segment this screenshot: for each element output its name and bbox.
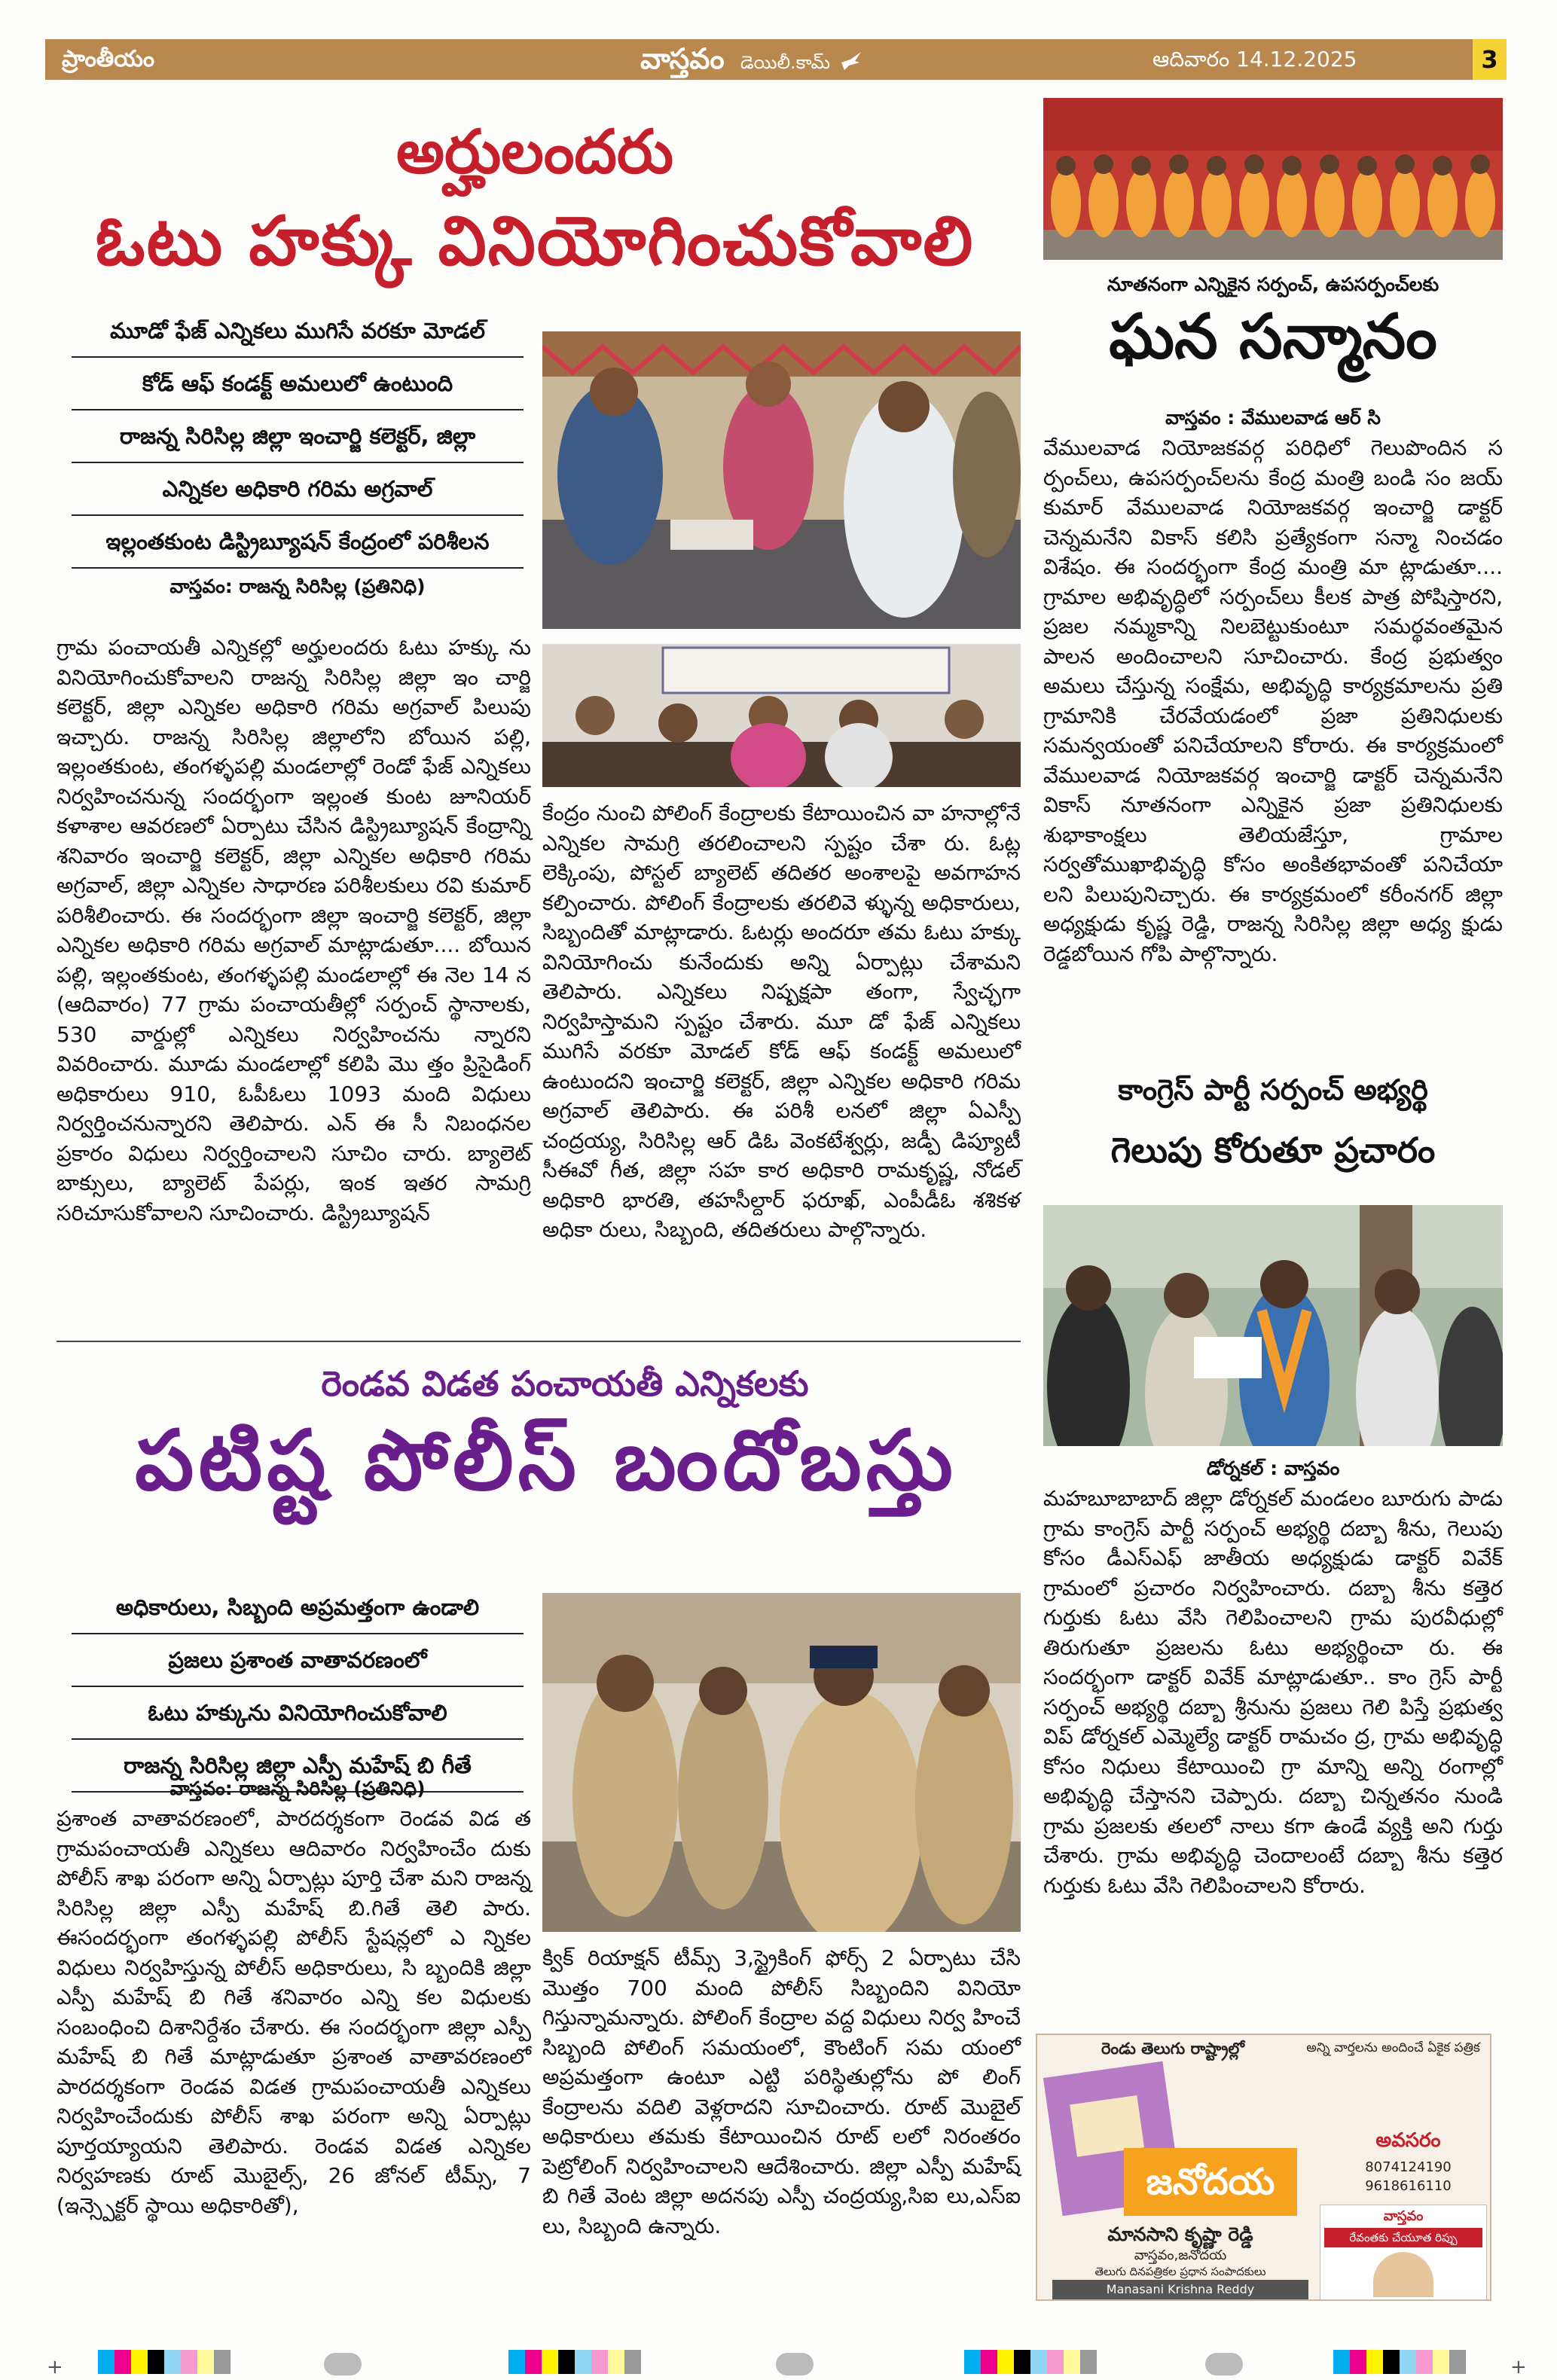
color-bar-1 (98, 2350, 230, 2374)
ad-paper-name: జనోదయ (1124, 2148, 1297, 2216)
story3-kicker: నూతనంగా ఎన్నికైన సర్పంచ్, ఉపసర్పంచ్‌లకు (1107, 273, 1439, 295)
advertisement-janodaya (1036, 2034, 1491, 2301)
story4-byline: డోర్నకల్ : వాస్తవం (1206, 1457, 1340, 1479)
story2-subhead: రెండవ విడత పంచాయతీ ఎన్నికలకు (321, 1363, 809, 1404)
story2-byline: వాస్తవం: రాజన్న సిరిసిల్ల (ప్రతినిధి) (169, 1777, 426, 1799)
issue-date: ఆదివారం 14.12.2025 (1152, 47, 1357, 72)
ad-needed: అవసరం (1375, 2129, 1441, 2152)
masthead (640, 42, 862, 83)
section-label: ప్రాంతీయం (62, 46, 155, 72)
story1-column2 (542, 798, 1021, 1245)
story2-deck-line: ప్రజలు ప్రశాంత వాతావరణంలో (72, 1634, 524, 1687)
story1-deck-line: ఇల్లంతకుంట డిస్ట్రిబ్యూషన్ కేంద్రంలో పరిశీలన (72, 516, 524, 569)
ad-right-name: రేవంతకు చేయూత రిప్పు (1324, 2228, 1482, 2247)
story3-photo-felicitation (1043, 98, 1503, 260)
color-bar-3 (964, 2350, 1097, 2374)
registration-dot-icon (324, 2353, 362, 2375)
story2-photo-police-briefing (542, 1593, 1021, 1932)
page-number: 3 (1473, 39, 1507, 80)
ad-right-panel (1320, 2205, 1487, 2300)
story2-deck-line: అధికారులు, సిబ్బంది అప్రమత్తంగా ఉండాలి (72, 1582, 524, 1634)
masthead-suffix: డెయిలీ.కామ్ (740, 52, 831, 73)
story1-photo-review-meeting (542, 644, 1021, 787)
story1-headline-line2: ఓటు హక్కు వినియోగించుకోవాలి (95, 202, 975, 281)
story1-headline-line1: అర్హులందరు (396, 117, 673, 187)
masthead-title: వాస్తవం (640, 42, 725, 75)
ad-footer-name: Manasani Krishna Reddy (1052, 2280, 1308, 2299)
registration-dot-icon (1205, 2353, 1243, 2375)
ad-sub-caption: తెలుగు దినపత్రికల ప్రధాన సంపాదకులు (1094, 2265, 1266, 2278)
crop-mark-icon: + (1510, 2356, 1527, 2378)
story4-photo-campaign (1043, 1205, 1503, 1446)
ad-editor-role: వాస్తవం,జనోదయ (1134, 2247, 1227, 2263)
story1-column2-text: కేంద్రం నుంచి పోలింగ్ కేంద్రాలకు కేటాయించిన వా హనాల్లోనే ఎన్నికల సామగ్రి తరలించాలని స్పష్టం చేశా రు. ఓట్ల లెక్కింపు, పోస్టల్ బ్యాలెట్ తదితర అంశాలపై అవగాహన కల్పించారు. పోలింగ్ కేంద్రాలకు తరలివె ళ్ళున్న అధికారులు, సిబ్బందితో మాట్లాడారు. ఓటర్లు అందరూ తమ ఓటు హక్కు వినియోగించు కునేందుకు అన్ని ఏర్పాట్లు చేశామని తెలిపారు. ఎన్నికలు నిష్పక్షపా తంగా, స్వేచ్ఛగా నిర్వహిస్తామని స్పష్టం చేశారు. మూ డో ఫేజ్ ఎన్నికలు ముగిసే వరకూ మోడల్ కోడ్ ఆఫ్ కండక్ట్ అమలులో ఉంటుందని ఇంచార్జి కలెక్టర్, జిల్లా ఎన్నికల అధికారి గరిమ అగ్రవాల్ తెలిపారు. ఈ పరిశీ లనలో జిల్లా ఏఎస్పీ చంద్రయ్య, సిరిసిల్ల ఆర్ డిఓ వెంకటేశ్వర్లు, జడ్పీ డిప్యూటీ సీఈవో గీత, జిల్లా సహ కార అధికారి రామకృష్ణ, నోడల్ అధికారి భారతి, తహసీల్దార్ ఫరూఖ్, ఎంపీడీఓ శశికళ అధికా రులు, సిబ్బంది, తదితరులు పాల్గొన్నారు. (542, 801, 1021, 1242)
story1-deck-line: రాజన్న సిరిసిల్ల జిల్లా ఇంచార్జి కలెక్టర్, జిల్లా (72, 410, 524, 463)
person-portrait-icon (1373, 2252, 1433, 2297)
story4-body (1043, 1484, 1503, 1900)
story2-headline: పటిష్ట పోలీస్ బందోబస్తు (135, 1412, 957, 1509)
registration-dot-icon (776, 2353, 814, 2375)
story2-column2 (542, 1943, 1021, 2241)
color-bar-4 (1333, 2350, 1466, 2374)
story1-deck-line: ఎన్నికల అధికారి గరిమ అగ్రవాల్ (72, 463, 524, 516)
story4-headline-line1: కాంగ్రెస్ పార్టీ సర్పంచ్ అభ్యర్థి (1118, 1073, 1428, 1106)
story2-deck-line: రాజన్న సిరిసిల్ల జిల్లా ఎస్పీ మహేష్ బి గీతే (72, 1740, 524, 1793)
story1-byline: వాస్తవం: రాజన్న సిరిసిల్ల (ప్రతినిధి) (169, 575, 426, 597)
story1-photo-distribution-center (542, 331, 1021, 629)
ad-editor-name: మానసాని కృష్ణా రెడ్డి (1107, 2223, 1253, 2245)
story1-deck-line: కోడ్ ఆఫ్ కండక్ట్ అమలులో ఉంటుంది (72, 358, 524, 410)
crop-mark-icon: + (47, 2356, 63, 2378)
story1-column1-text: గ్రామ పంచాయతీ ఎన్నికల్లో అర్హులందరు ఓటు హక్కు ను వినియోగించుకోవాలని రాజన్న సిరిసిల్ల జిల్లా ఇం చార్జి కలెక్టర్, జిల్లా ఎన్నికల అధికారి గరిమ అగ్రవాల్ పిలుపు ఇచ్చారు. రాజన్న సిరిసిల్ల జిల్లాలోని బోయిన పల్లి, ఇల్లంతకుంట, తంగళ్ళపల్లి మండలాల్లో రెండో ఫేజ్ ఎన్నికలు నిర్వహించనున్న సందర్భంగా ఇల్లంత కుంట జూనియర్ కళాశాల ఆవరణలో ఏర్పాటు చేసిన డిస్ట్రిబ్యూషన్ కేంద్రాన్ని శనివారం ఇంచార్జి కలెక్టర్, జిల్లా ఎన్నికల అధికారి గరిమ అగ్రవాల్, జిల్లా ఎన్నికల సాధారణ పరిశీలకులు రవి కుమార్ పరిశీలించారు. ఈ సందర్భంగా జిల్లా ఇంచార్జి కలెక్టర్, జిల్లా ఎన్నికల అధికారి గరిమ అగ్రవాల్ మాట్లాడుతూ.... బోయిన పల్లి, ఇల్లంతకుంట, తంగళ్ళపల్లి మండలాల్లో ఈ నెల 14 న (ఆదివారం) 77 గ్రామ పంచాయతీల్లో సర్పంచ్ స్థానాలకు, 530 వార్డుల్లో ఎన్నికలు నిర్వహించను న్నారని వివరించారు. మూడు మండలాల్లో కలిపి మొ త్తం ప్రిసైడింగ్ అధికారులు 910, ఓపీఓలు 1093 మంది విధులు నిర్వర్తించనున్నారని తెలిపారు. ఎన్ ఈ సీ నిబంధనల ప్రకారం విధులు నిర్వర్తించాలని సూచిం చారు. బ్యాలెట్ బాక్సులు, బ్యాలెట్ పేపర్లు, ఇంక ఇతర సామగ్రి సరిచూసుకోవాలని సూచించారు. డిస్ట్రిబ్యూషన్ (56, 635, 531, 1225)
story3-body (1043, 433, 1503, 969)
page-header-bar (45, 39, 1507, 80)
ad-phone2: 9618616110 (1365, 2178, 1452, 2194)
ad-right-title: వాస్తవం (1383, 2208, 1424, 2224)
story3-headline: ఘన సన్మానం (1109, 301, 1437, 373)
section-divider (56, 1341, 1021, 1342)
story1-deck (56, 305, 539, 569)
story2-column1 (56, 1804, 531, 2220)
story2-column1-text: ప్రశాంత వాతావరణంలో, పారదర్శకంగా రెండవ విడ త గ్రామపంచాయతీ ఎన్నికలు ఆదివారం నిర్వహించేం దుకు పోలీస్ శాఖ పరంగా అన్ని ఏర్పాట్లు పూర్తి చేశా మని రాజన్న సిరిసిల్ల జిల్లా ఎస్పీ మహేష్ బి.గితే తెలి పారు. ఈసందర్భంగా తంగళ్ళపల్లి పోలీస్ స్టేషన్లలో ఎ న్నికల విధులు నిర్వహిస్తున్న పోలీస్ అధికారులు, సి బ్బందికి జిల్లా ఎస్పీ మహేష్ బి గితే శనివారం ఎన్ని కల విధులకు సంబంధించి దిశానిర్దేశం చేశారు. ఈ సందర్భంగా జిల్లా ఎస్పీ మహేష్ బి గితే మాట్లాడుతూ ప్రశాంత వాతావరణంలో పారదర్శకంగా రెండవ విడత గ్రామపంచాయతీ ఎన్నికలు నిర్వహించేందుకు పోలీస్ శాఖ పరంగా అన్ని ఏర్పాట్లు పూర్తయ్యాయని తెలిపారు. రెండవ విడత ఎన్నికల నిర్వహణకు రూట్ మొబైల్స్, 26 జోనల్ టీమ్స్, 7 (ఇన్స్పెక్టర్ స్థాయి అధికారితో), (56, 1806, 531, 2218)
dove-icon (840, 50, 862, 72)
story1-deck-line: మూడో ఫేజ్ ఎన్నికలు ముగిసే వరకూ మోడల్ (72, 305, 524, 358)
ad-top-left: రెండు తెలుగు రాష్ట్రాల్లో (1101, 2040, 1245, 2058)
story3-byline: వాస్తవం : వేములవాడ ఆర్ సి (1165, 407, 1381, 429)
story2-deck (56, 1582, 539, 1793)
story4-headline-line2: గెలుపు కోరుతూ ప్రచారం (1110, 1130, 1436, 1170)
story1-column1 (56, 633, 531, 1228)
story3-body-text: వేములవాడ నియోజకవర్గ పరిధిలో గెలుపొందిన స ర్పంచ్‌లు, ఉపసర్పంచ్‌లను కేంద్ర మంత్రి బండి సం జయ్ కుమార్ వేములవాడ నియోజకవర్గ ఇంచార్జి డాక్టర్ చెన్నమనేని వికాస్ కలిసి ప్రత్యేకంగా సన్మా నించడం విశేషం. ఈ సందర్భంగా కేంద్ర మంత్రి మా ట్లాడుతూ.... గ్రామాల అభివృద్ధిలో సర్పంచ్‌లు కీలక పాత్ర పోషిస్తారని, ప్రజల నమ్మకాన్ని నిలబెట్టుకుంటూ సమర్థవంతమైన పాలన అందించాలని సూచించారు. కేంద్ర ప్రభుత్వం అమలు చేస్తున్న సంక్షేమ, అభివృద్ధి కార్యక్రమాలను ప్రతి గ్రామానికి చేరవేయడంలో ప్రజా ప్రతినిధులకు సమన్వయంతో పనిచేయాలని కోరారు. ఈ కార్యక్రమంలో వేములవాడ నియోజకవర్గ ఇంచార్జి డాక్టర్ చెన్నమనేని వికాస్ నూతనంగా ఎన్నికైన ప్రజా ప్రతినిధులకు శుభాకాంక్షలు తెలియజేస్తూ, గ్రామాల సర్వతోముఖాభివృద్ధి కోసం అంకితభావంతో పనిచేయా లని పిలుపునిచ్చారు. ఈ కార్యక్రమంలో కరీంనగర్ జిల్లా అధ్యక్షుడు కృష్ణ రెడ్డి, రాజన్న సిరిసిల్ల జిల్లా అధ్య క్షుడు రెడ్డబోయిన గోపి పాల్గొన్నారు. (1043, 435, 1503, 966)
color-bar-2 (508, 2350, 641, 2374)
story2-column2-text: క్విక్ రియాక్షన్ టీమ్స్ 3,స్ట్రైకింగ్ ఫోర్స్ 2 ఏర్పాటు చేసి మొత్తం 700 మంది పోలీస్ సిబ్బందిని వినియో గిస్తున్నామన్నారు. పోలింగ్ కేంద్రాల వద్ద విధులు నిర్వ హించే సిబ్బంది పోలింగ్ సమయంలో, కౌంటింగ్ సమ యంలో అప్రమత్తంగా ఉంటూ ఎట్టి పరిస్థితుల్లోను పో లింగ్ కేంద్రాలను వదిలి వెళ్లరాదని సూచించారు. రూట్ మొబైల్ అధికారులు తమకు కేటాయించిన రూట్ లలో నిరంతరం పెట్రోలింగ్ నిర్వహించాలని ఆదేశించారు. జిల్లా ఎస్పీ మహేష్ బి గితే వెంట జిల్లా అదనపు ఎస్పీ చంద్రయ్య,సిఐ లు,ఎస్ఐ లు, సిబ్బంది ఉన్నారు. (542, 1945, 1021, 2238)
ad-phone1: 8074124190 (1365, 2159, 1452, 2175)
story2-deck-line: ఓటు హక్కును వినియోగించుకోవాలి (72, 1687, 524, 1740)
story4-body-text: మహబూబాబాద్ జిల్లా డోర్నకల్ మండలం బూరుగు పాడు గ్రామ కాంగ్రెస్ పార్టీ సర్పంచ్ అభ్యర్థి దబ్బా శీను, గెలుపు కోసం డీఎస్ఎఫ్ జాతీయ అధ్యక్షుడు డాక్టర్ వివేక్ గ్రామంలో ప్రచారం నిర్వహించారు. దబ్బా శీను కత్తెర గుర్తుకు ఓటు వేసి గెలిపించాలని గ్రామ పురవీధుల్లో తిరుగుతూ ప్రజలను ఓటు అభ్యర్థించా రు. ఈ సందర్భంగా డాక్టర్ వివేక్ మాట్లాడుతూ.. కాం గ్రెస్ పార్టీ సర్పంచ్ అభ్యర్థి దబ్బా శ్రీనును ప్రజలు గెలి పిస్తే ప్రభుత్వ విప్ డోర్నకల్ ఎమ్మెల్యే డాక్టర్ రామచం ద్ర, గ్రామ అభివృద్ధి కోసం నిధులు కేటాయించి గ్రా మాన్ని అన్ని రంగాల్లో అభివృద్ధి చేస్తానని చెప్పారు. దబ్బా చిన్నతనం నుండి గ్రామ ప్రజలకు తలలో నాలు కగా ఉండే వ్యక్తి అని గుర్తు చేశారు. గ్రామ అభివృద్ధి చెందాలంటే దబ్బా శీను కత్తెర గుర్తుకు ఓటు వేసి గెలిపించాలని కోరారు. (1043, 1486, 1503, 1898)
ad-top-right: అన్ని వార్తలను అందించే ఏకైక పత్రిక (1306, 2040, 1480, 2055)
